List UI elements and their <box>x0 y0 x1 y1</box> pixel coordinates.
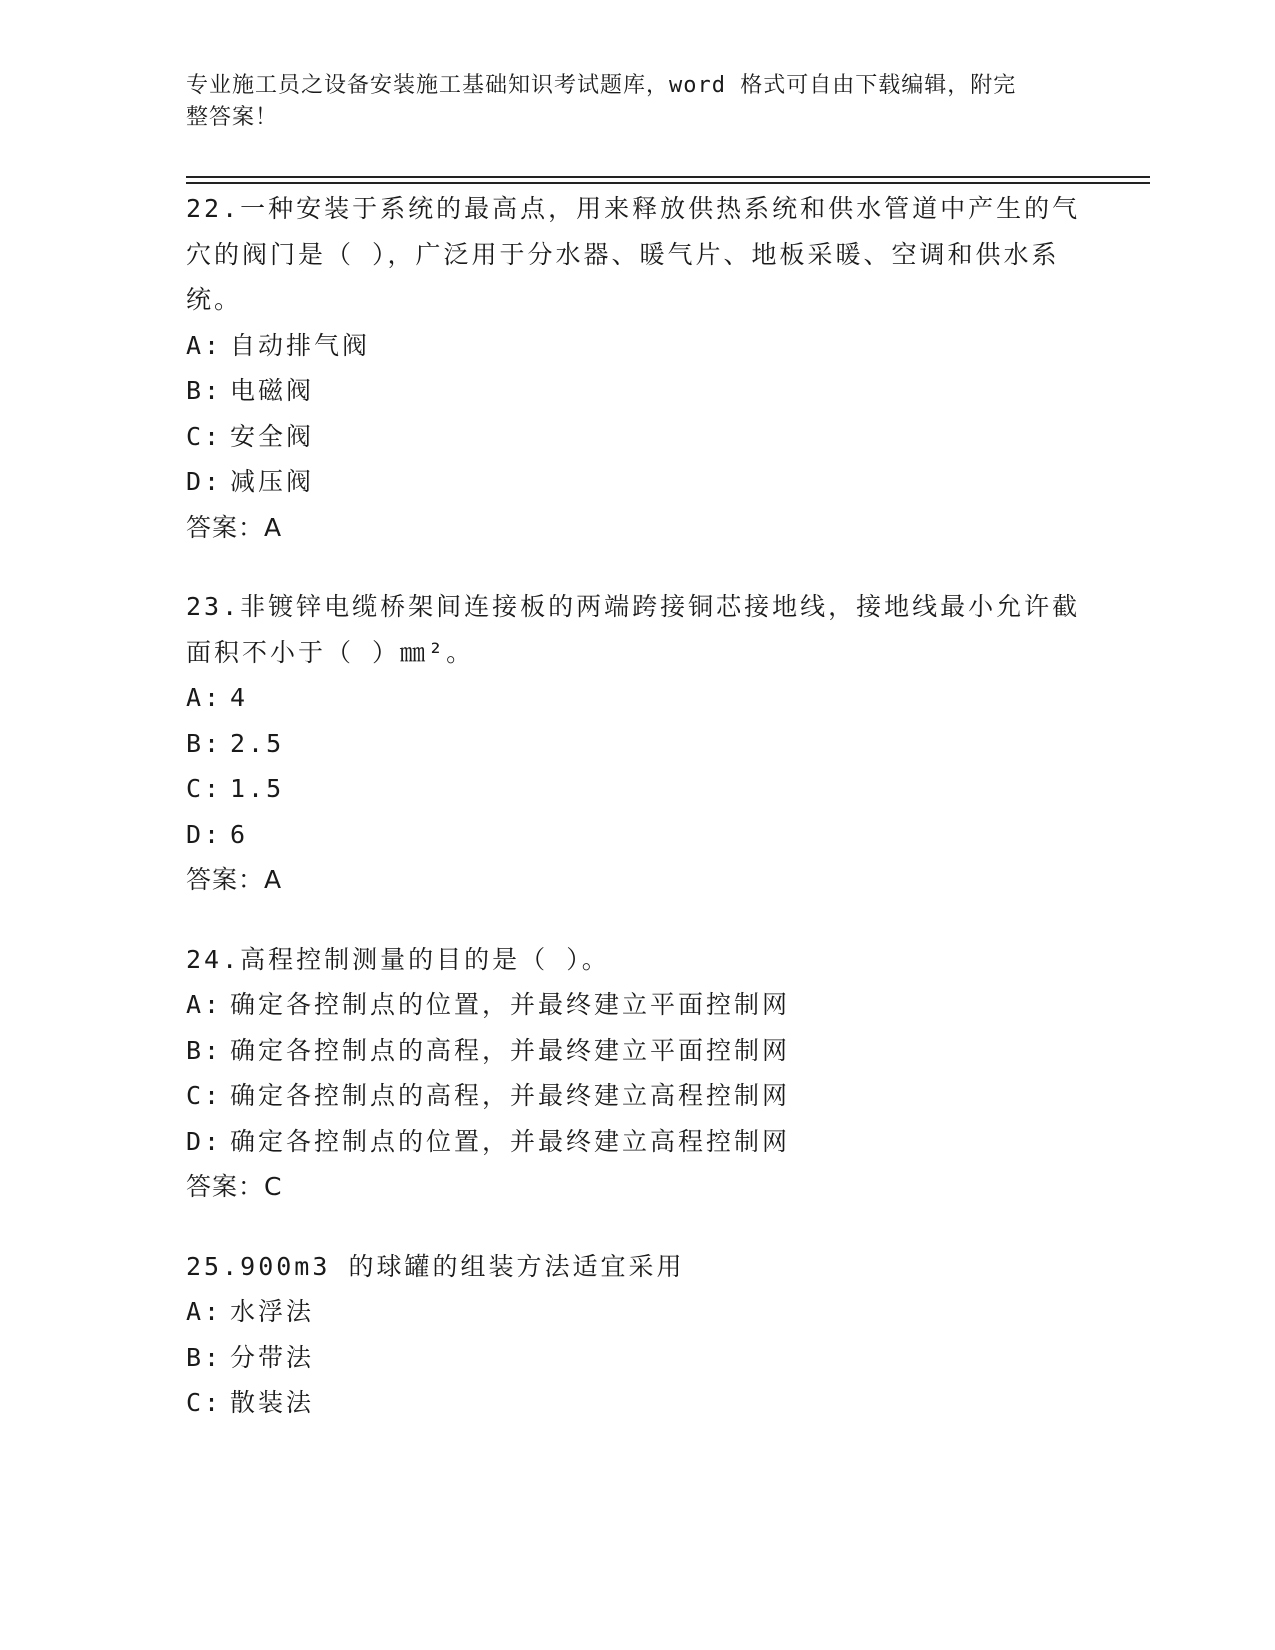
option-a <box>186 675 1086 721</box>
option-text: 水浮法 <box>230 1297 315 1326</box>
option-key: D: <box>186 467 223 496</box>
document-header <box>186 70 1066 134</box>
question-stem: 25.900m3 的球罐的组装方法适宜采用 <box>186 1251 685 1281</box>
option-text: 确定各控制点的高程，并最终建立高程控制网 <box>230 1081 791 1110</box>
option-d <box>186 812 1086 858</box>
question-22 <box>186 186 1086 550</box>
option-key: A: <box>186 683 223 712</box>
question-24 <box>186 937 1086 1210</box>
question-stem: 22.一种安装于系统的最高点，用来释放供热系统和供水管道中产生的气穴的阀门是（ ），广泛用于分水器、暖气片、地板采暖、空调和供水系统。 <box>186 194 1081 314</box>
header-divider-bottom <box>186 182 1150 184</box>
option-c <box>186 414 1086 460</box>
option-list <box>186 982 1086 1164</box>
option-text: 1.5 <box>230 774 285 803</box>
option-text: 安全阀 <box>230 421 315 451</box>
option-text: 确定各控制点的位置，并最终建立高程控制网 <box>230 1126 791 1156</box>
option-text: 确定各控制点的高程，并最终建立平面控制网 <box>230 1035 791 1065</box>
question-list <box>186 186 1086 1460</box>
option-b <box>186 1335 1086 1381</box>
option-list <box>186 1289 1086 1426</box>
header-title-line-1: 专业施工员之设备安装施工基础知识考试题库，word 格式可自由下载编辑，附完 <box>186 73 1017 98</box>
option-key: C: <box>186 1081 223 1110</box>
option-b <box>186 1028 1086 1074</box>
option-c <box>186 766 1086 812</box>
option-key: C: <box>186 774 223 803</box>
answer-line: 答案：C <box>186 1172 283 1201</box>
question-stem: 24.高程控制测量的目的是（ ）。 <box>186 944 610 974</box>
option-d <box>186 1119 1086 1165</box>
option-text: 4 <box>230 683 249 712</box>
option-text: 2.5 <box>230 728 285 758</box>
option-key: A: <box>186 1297 223 1326</box>
option-key: C: <box>186 1388 223 1417</box>
option-d <box>186 459 1086 505</box>
option-a <box>186 323 1086 369</box>
option-c <box>186 1073 1086 1119</box>
option-key: B: <box>186 1342 223 1372</box>
option-text: 减压阀 <box>230 467 315 496</box>
option-key: B: <box>186 376 223 405</box>
header-divider-top <box>186 176 1150 178</box>
option-key: D: <box>186 1126 223 1156</box>
option-key: A: <box>186 330 223 360</box>
answer-line: 答案：A <box>186 512 283 542</box>
option-text: 确定各控制点的位置，并最终建立平面控制网 <box>230 990 791 1019</box>
question-stem: 23.非镀锌电缆桥架间连接板的两端跨接铜芯接地线，接地线最小允许截面积不小于（ ）㎜²。 <box>186 592 1081 667</box>
option-key: B: <box>186 728 223 758</box>
option-key: B: <box>186 1035 223 1065</box>
option-a <box>186 1289 1086 1335</box>
header-title-line-2: 整答案！ <box>186 105 279 130</box>
option-text: 散装法 <box>230 1388 315 1417</box>
option-a <box>186 982 1086 1028</box>
question-25 <box>186 1244 1086 1426</box>
option-key: C: <box>186 421 223 451</box>
option-b <box>186 721 1086 767</box>
option-list <box>186 675 1086 857</box>
option-list <box>186 323 1086 505</box>
option-key: D: <box>186 819 223 849</box>
option-text: 分带法 <box>230 1342 315 1372</box>
option-text: 6 <box>230 819 249 849</box>
question-23 <box>186 584 1086 903</box>
answer-line: 答案：A <box>186 865 283 894</box>
option-text: 电磁阀 <box>230 376 315 405</box>
option-c <box>186 1380 1086 1426</box>
option-b <box>186 368 1086 414</box>
option-text: 自动排气阀 <box>230 330 371 360</box>
option-key: A: <box>186 990 223 1019</box>
